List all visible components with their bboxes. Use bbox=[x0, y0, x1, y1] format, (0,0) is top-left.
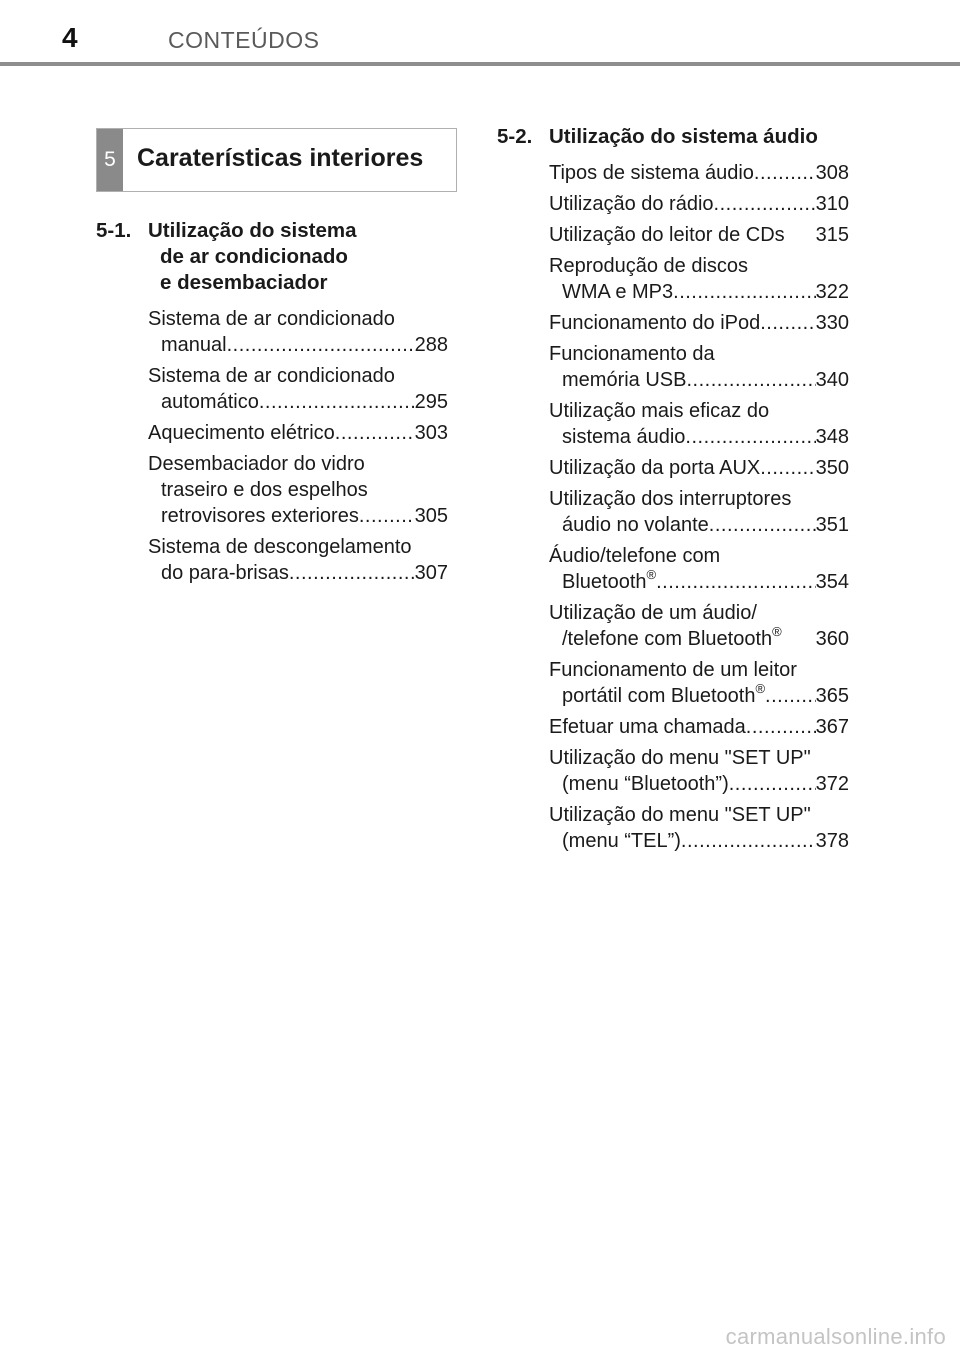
page-reference[interactable]: 367 bbox=[815, 716, 849, 738]
dot-leader bbox=[765, 683, 816, 709]
entry-text-line: traseiro e dos espelhos bbox=[161, 479, 368, 501]
entry-text: /telefone com Bluetooth® bbox=[562, 624, 782, 650]
chapter-title: Caraterísticas interiores bbox=[137, 144, 424, 172]
entry-text-line: Reprodução de discos bbox=[549, 255, 749, 277]
section-heading bbox=[497, 124, 849, 150]
entry-text: Utilização do leitor de CDs bbox=[549, 224, 785, 246]
entry-gap bbox=[782, 626, 816, 652]
entry-last-line bbox=[148, 560, 448, 586]
dot-leader bbox=[754, 160, 816, 186]
page-reference[interactable]: 330 bbox=[815, 312, 849, 334]
section-title bbox=[549, 124, 849, 150]
entry-text-line: Funcionamento da bbox=[549, 343, 715, 365]
page-reference[interactable]: 303 bbox=[414, 422, 448, 444]
toc-entry[interactable] bbox=[549, 657, 849, 709]
page-reference[interactable]: 310 bbox=[815, 193, 849, 215]
running-title: CONTEÚDOS bbox=[168, 27, 320, 53]
entry-last-line bbox=[549, 714, 849, 740]
entry-last-line bbox=[549, 828, 849, 854]
page-reference[interactable]: 365 bbox=[815, 685, 849, 707]
entry-text-line: Sistema de ar condicionado bbox=[148, 365, 395, 387]
toc-entry[interactable] bbox=[549, 600, 849, 652]
entry-text-line: Utilização do menu "SET UP" bbox=[549, 804, 811, 826]
entry-text-line: Utilização mais eficaz do bbox=[549, 400, 770, 422]
toc-entry[interactable] bbox=[549, 191, 849, 217]
entry-last-line bbox=[148, 420, 448, 446]
toc-entry[interactable] bbox=[549, 714, 849, 740]
entry-text: Efetuar uma chamada bbox=[549, 716, 746, 738]
dot-leader bbox=[259, 389, 415, 415]
dot-leader bbox=[760, 310, 815, 336]
entry-last-line bbox=[148, 503, 448, 529]
entry-text: manual bbox=[161, 334, 227, 356]
toc-entry[interactable] bbox=[549, 486, 849, 538]
page-reference[interactable]: 378 bbox=[815, 830, 849, 852]
section-title bbox=[148, 218, 448, 296]
entry-text-line: Sistema de ar condicionado bbox=[148, 308, 395, 330]
entry-last-line bbox=[148, 389, 448, 415]
registered-mark: ® bbox=[755, 681, 766, 696]
page-header bbox=[0, 0, 960, 68]
page-reference[interactable]: 372 bbox=[815, 773, 849, 795]
toc-entry[interactable] bbox=[549, 745, 849, 797]
entry-last-line bbox=[549, 455, 849, 481]
toc-entry[interactable] bbox=[148, 420, 448, 446]
toc-entry[interactable] bbox=[549, 222, 849, 248]
chapter-heading bbox=[96, 128, 457, 192]
page-reference[interactable]: 354 bbox=[815, 571, 849, 593]
entry-last-line bbox=[148, 332, 448, 358]
entry-text-line: Áudio/telefone com bbox=[549, 545, 721, 567]
entry-last-line bbox=[549, 569, 849, 595]
toc-column-left bbox=[96, 218, 448, 591]
page-reference[interactable]: 305 bbox=[414, 505, 448, 527]
dot-leader bbox=[729, 771, 816, 797]
toc-entry[interactable] bbox=[549, 310, 849, 336]
entry-gap bbox=[785, 222, 816, 248]
toc-entry[interactable] bbox=[549, 341, 849, 393]
entry-text: memória USB bbox=[562, 369, 687, 391]
registered-mark: ® bbox=[646, 567, 657, 582]
dot-leader bbox=[714, 191, 816, 217]
watermark: carmanualsonline.info bbox=[725, 1324, 946, 1349]
section-number: 5-1. bbox=[96, 219, 132, 242]
toc-entry[interactable] bbox=[148, 363, 448, 415]
page-reference[interactable]: 350 bbox=[815, 457, 849, 479]
dot-leader bbox=[686, 367, 815, 393]
dot-leader bbox=[335, 420, 415, 446]
dot-leader bbox=[359, 503, 415, 529]
dot-leader bbox=[227, 332, 415, 358]
header-rule bbox=[0, 62, 960, 66]
entry-text: portátil com Bluetooth® bbox=[562, 681, 766, 707]
entry-last-line bbox=[549, 310, 849, 336]
entry-text-line: Desembaciador do vidro bbox=[148, 453, 365, 475]
toc-entry[interactable] bbox=[148, 534, 448, 586]
section-title-line: Utilização do sistema bbox=[148, 219, 357, 242]
toc-entry[interactable] bbox=[549, 253, 849, 305]
entry-last-line bbox=[549, 160, 849, 186]
page-reference[interactable]: 340 bbox=[815, 369, 849, 391]
toc-entry[interactable] bbox=[549, 160, 849, 186]
section-number: 5-2. bbox=[497, 125, 533, 148]
entry-text: automático bbox=[161, 391, 259, 413]
entry-text: Utilização do rádio bbox=[549, 193, 714, 215]
dot-leader bbox=[681, 828, 816, 854]
dot-leader bbox=[656, 569, 816, 595]
entry-text-line: Utilização do menu "SET UP" bbox=[549, 747, 811, 769]
entry-text: (menu “Bluetooth”) bbox=[562, 773, 729, 795]
entry-text: Tipos de sistema áudio bbox=[549, 162, 754, 184]
toc-entry[interactable] bbox=[148, 306, 448, 358]
entry-text: sistema áudio bbox=[562, 426, 686, 448]
entry-text-line: Sistema de descongelamento bbox=[148, 536, 412, 558]
page-reference[interactable]: 307 bbox=[414, 562, 448, 584]
section-heading bbox=[96, 218, 448, 296]
dot-leader bbox=[289, 560, 415, 586]
entry-last-line bbox=[549, 424, 849, 450]
section-title-line: de ar condicionado bbox=[160, 245, 348, 268]
entry-text: Aquecimento elétrico bbox=[148, 422, 335, 444]
page-reference[interactable]: 308 bbox=[815, 162, 849, 184]
dot-leader bbox=[746, 714, 816, 740]
entry-last-line bbox=[549, 279, 849, 305]
entry-last-line bbox=[549, 191, 849, 217]
toc-entry[interactable] bbox=[148, 451, 448, 529]
page-reference[interactable]: 360 bbox=[815, 628, 849, 650]
entry-last-line bbox=[549, 771, 849, 797]
entry-text: do para-brisas bbox=[161, 562, 289, 584]
dot-leader bbox=[709, 512, 816, 538]
entry-last-line bbox=[549, 512, 849, 538]
page-reference[interactable]: 295 bbox=[414, 391, 448, 413]
entry-text-line: Funcionamento de um leitor bbox=[549, 659, 797, 681]
page-reference[interactable]: 315 bbox=[815, 224, 849, 246]
entry-last-line bbox=[549, 626, 849, 652]
entry-text: retrovisores exteriores bbox=[161, 505, 359, 527]
page-reference[interactable]: 322 bbox=[815, 281, 849, 303]
page-number: 4 bbox=[62, 22, 78, 53]
toc-entry[interactable] bbox=[549, 802, 849, 854]
entry-text: Funcionamento do iPod bbox=[549, 312, 761, 334]
toc-column-right bbox=[497, 124, 849, 859]
entry-last-line bbox=[549, 367, 849, 393]
entry-text: Bluetooth® bbox=[562, 567, 657, 593]
toc-entry[interactable] bbox=[549, 398, 849, 450]
toc-entry[interactable] bbox=[549, 543, 849, 595]
toc-entry[interactable] bbox=[549, 455, 849, 481]
entry-text-line: Utilização de um áudio/ bbox=[549, 602, 757, 624]
entry-text: WMA e MP3 bbox=[562, 281, 674, 303]
chapter-number-tab: 5 bbox=[97, 129, 123, 191]
entry-text: (menu “TEL”) bbox=[562, 830, 681, 852]
entry-text: Utilização da porta AUX bbox=[549, 457, 761, 479]
section-title-line: e desembaciador bbox=[160, 271, 328, 294]
section-title-line: Utilização do sistema áudio bbox=[549, 125, 818, 148]
dot-leader bbox=[685, 424, 815, 450]
page-reference[interactable]: 348 bbox=[815, 426, 849, 448]
entry-text: áudio no volante bbox=[562, 514, 709, 536]
page-reference[interactable]: 288 bbox=[414, 334, 448, 356]
entry-last-line bbox=[549, 683, 849, 709]
dot-leader bbox=[673, 279, 815, 305]
registered-mark: ® bbox=[772, 624, 782, 639]
entry-last-line bbox=[549, 222, 849, 248]
dot-leader bbox=[760, 455, 815, 481]
page-reference[interactable]: 351 bbox=[815, 514, 849, 536]
entry-text-line: Utilização dos interruptores bbox=[549, 488, 792, 510]
